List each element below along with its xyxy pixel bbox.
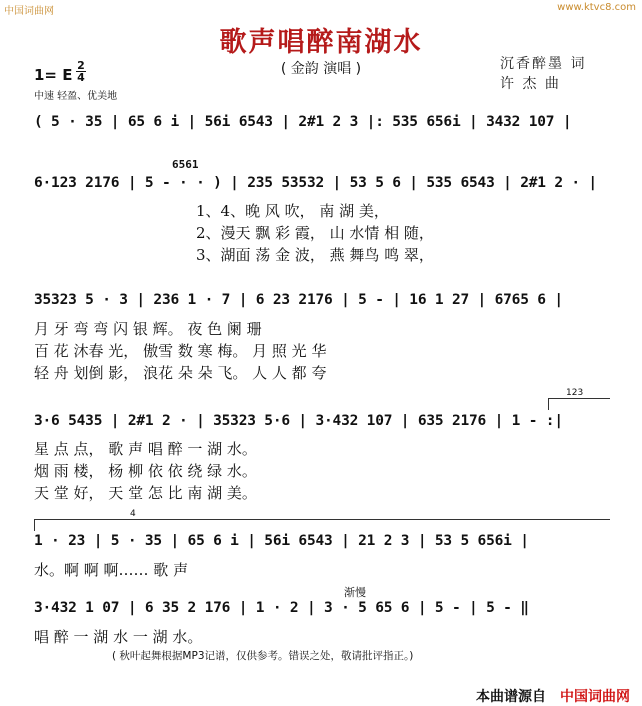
tempo-change-marking: 渐慢 (344, 586, 366, 599)
time-signature-bottom: 4 (77, 71, 85, 84)
site-watermark-left: 中国词曲网 (4, 6, 54, 17)
lyric-verse-2-line-2: 百 花 沐春 光， 傲雪 数 寒 梅。 月 照 光 华 (34, 342, 327, 360)
notation-line-5: 1 · 23 | 5 · 35 | 65 6 i | 56i 6543 | 21 2 3 | 53 5 656i | (34, 533, 529, 549)
lyrics-block-4: 水。啊 啊 啊…… 歌 声 (34, 561, 189, 579)
lyric-verse-1-line-3: 星 点 点， 歌 声 唱 醉 一 湖 水。 (34, 440, 257, 458)
volta-bracket-2-edge (34, 519, 35, 531)
lyrics-block-3 (34, 438, 257, 504)
volta-bracket-1-edge (548, 398, 549, 410)
site-watermark-right: www.ktvc8.com (557, 2, 636, 13)
volta-bracket-2 (34, 519, 610, 520)
time-signature-top: 2 (77, 59, 85, 72)
grace-notes: 6561 (172, 158, 199, 171)
key-signature: 1= E (34, 66, 73, 84)
notation-line-4: 3·6 5435 | 2#1 2 · | 35323 5·6 | 3·432 107 | 635 2176 | 1 - :| (34, 413, 563, 429)
volta-1-label: 123 (566, 388, 584, 398)
lyric-verse-3-line-3: 天 堂 好， 天 堂 怎 比 南 湖 美。 (34, 484, 257, 502)
song-title: 歌声唱醉南湖水 (219, 27, 423, 58)
lyric-verse-3: 3、湖面 荡 金 波， 燕 舞鸟 鸣 翠， (196, 246, 434, 264)
lyrics-block-5: 唱 醉 一 湖 水 一 湖 水。 (34, 628, 203, 646)
lyric-verse-1-4: 1、4、晚 风 吹， 南 湖 美， (196, 202, 389, 220)
lyric-verse-2: 2、漫天 飘 彩 霞， 山 水情 相 随， (196, 224, 434, 242)
volta-2-label: 4 (130, 509, 136, 519)
lyric-verse-2-line-3: 烟 雨 楼， 杨 柳 依 依 绕 绿 水。 (34, 462, 257, 480)
performer-credit: ( 金韵 演唱 ) (280, 61, 362, 77)
lyric-verse-1-line-2: 月 牙 弯 弯 闪 银 辉。 夜 色 阑 珊 (34, 320, 262, 338)
composer-credit: 许 杰 曲 (500, 76, 561, 92)
notation-line-2: 6·123 2176 | 5 - · · ) | 235 53532 | 53 5 6 | 535 6543 | 2#1 2 · | (34, 175, 597, 191)
notation-line-6: 3·432 1 07 | 6 35 2 176 | 1 · 2 | 3 · 5 65 6 | 5 - | 5 - ‖ (34, 600, 529, 616)
lyrics-block-2 (34, 318, 326, 384)
lyricist-credit: 沉香醉墨 词 (500, 56, 587, 72)
transcription-note: ( 秋叶起舞根据MP3记谱，仅供参考。错误之处，敬请批评指正。) (112, 650, 414, 662)
volta-bracket-1 (548, 398, 610, 399)
tempo-marking: 中速 轻盈、优美地 (34, 91, 118, 102)
notation-line-3: 35323 5 · 3 | 236 1 · 7 | 6 23 2176 | 5 - | 16 1 27 | 6765 6 | (34, 292, 563, 308)
lyrics-block-1 (196, 200, 434, 266)
lyric-verse-3-line-2: 轻 舟 划倒 影， 浪花 朵 朵 飞。 人 人 都 夸 (34, 364, 327, 382)
source-site: 中国词曲网 (560, 689, 630, 705)
source-label: 本曲谱源自 (476, 689, 546, 705)
notation-line-1: ( 5 · 35 | 65 6 i | 56i 6543 | 2#1 2 3 |: 535 656i | 3432 107 | (34, 114, 572, 130)
